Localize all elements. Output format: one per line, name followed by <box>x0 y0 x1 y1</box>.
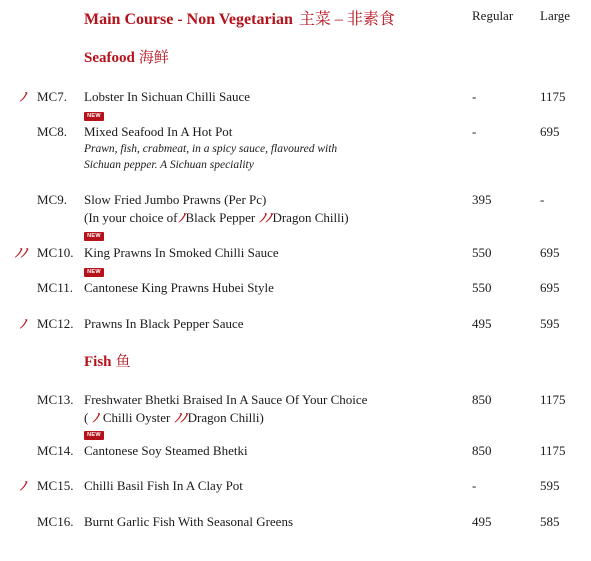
item-name: Slow Fried Jumbo Prawns (Per Pc) <box>84 192 267 207</box>
item-option: Chilli Oyster <box>102 410 171 425</box>
item-name: King Prawns In Smoked Chilli Sauce <box>84 245 279 260</box>
price-large: 695 <box>540 280 560 295</box>
item-name: Mixed Seafood In A Hot Pot <box>84 124 233 139</box>
item-option: Dragon Chilli) <box>272 210 349 225</box>
chili-icon: ﾉ <box>92 411 99 425</box>
price-large: - <box>540 192 545 207</box>
chili-icon: ﾉ <box>20 479 27 493</box>
price-large: 1175 <box>540 392 566 407</box>
item-name: Cantonese King Prawns Hubei Style <box>84 280 274 295</box>
price-regular: 550 <box>472 280 492 295</box>
item-code: MC12. <box>37 316 74 331</box>
price-regular: - <box>472 124 477 139</box>
double-chili-icon: ﾉﾉ <box>259 211 272 225</box>
item-name: Burnt Garlic Fish With Seasonal Greens <box>84 514 294 529</box>
price-large: 695 <box>540 245 560 260</box>
item-options <box>84 209 349 226</box>
item-code: MC10. <box>37 245 74 260</box>
item-code: MC7. <box>37 89 67 104</box>
chili-icon: ﾉ <box>20 317 27 331</box>
price-regular: 550 <box>472 245 492 260</box>
page-title-text: Main Course - Non Vegetarian <box>84 11 293 28</box>
section-title-text: Seafood <box>84 50 135 66</box>
section-title-text: Fish <box>84 354 112 370</box>
item-options-prefix: ( <box>84 410 89 425</box>
new-badge: NEW <box>84 112 104 121</box>
item-code: MC14. <box>37 443 74 458</box>
double-chili-icon: ﾉﾉ <box>15 246 28 260</box>
item-code: MC13. <box>37 392 74 407</box>
new-badge: NEW <box>84 268 104 277</box>
item-description-line: Sichuan pepper. A Sichuan speciality <box>84 159 254 171</box>
price-large: 595 <box>540 478 560 493</box>
item-description-line: Prawn, fish, crabmeat, in a spicy sauce, flavoured with <box>84 143 338 155</box>
chili-icon: ﾉ <box>178 211 185 225</box>
price-regular: 395 <box>472 192 492 207</box>
price-regular: - <box>472 478 477 493</box>
new-badge: NEW <box>84 232 104 241</box>
item-name: Chilli Basil Fish In A Clay Pot <box>84 478 243 493</box>
item-name: Freshwater Bhetki Braised In A Sauce Of Your Choice <box>84 392 368 407</box>
section-title-seafood <box>84 46 169 67</box>
item-description <box>84 141 384 173</box>
item-option: Black Pepper <box>185 210 256 225</box>
double-chili-icon: ﾉﾉ <box>174 411 187 425</box>
price-regular: 495 <box>472 514 492 529</box>
new-badge: NEW <box>84 431 104 440</box>
price-large: 695 <box>540 124 560 139</box>
price-large: 1175 <box>540 443 566 458</box>
section-title-fish <box>84 350 131 371</box>
page-title <box>84 6 395 29</box>
section-title-chinese: 海鲜 <box>138 50 169 66</box>
page-title-chinese: 主菜 – 非素食 <box>298 11 395 28</box>
item-code: MC9. <box>37 192 67 207</box>
item-code: MC11. <box>37 280 73 295</box>
item-code: MC8. <box>37 124 67 139</box>
item-code: MC15. <box>37 478 74 493</box>
item-options-prefix: (In your choice of <box>84 210 178 225</box>
item-code: MC16. <box>37 514 74 529</box>
item-name: Cantonese Soy Steamed Bhetki <box>84 443 248 458</box>
item-name: Lobster In Sichuan Chilli Sauce <box>84 89 251 104</box>
price-large: 1175 <box>540 89 566 104</box>
item-name: Prawns In Black Pepper Sauce <box>84 316 244 331</box>
price-regular: 850 <box>472 443 492 458</box>
section-title-chinese: 鱼 <box>115 354 131 370</box>
price-regular: 850 <box>472 392 492 407</box>
item-option: Dragon Chilli) <box>187 410 264 425</box>
chili-icon: ﾉ <box>20 90 27 104</box>
price-regular: - <box>472 89 477 104</box>
column-header-large: Large <box>540 8 571 23</box>
column-header-regular: Regular <box>472 8 514 23</box>
item-options <box>84 409 264 426</box>
price-large: 595 <box>540 316 560 331</box>
price-regular: 495 <box>472 316 492 331</box>
price-large: 585 <box>540 514 560 529</box>
